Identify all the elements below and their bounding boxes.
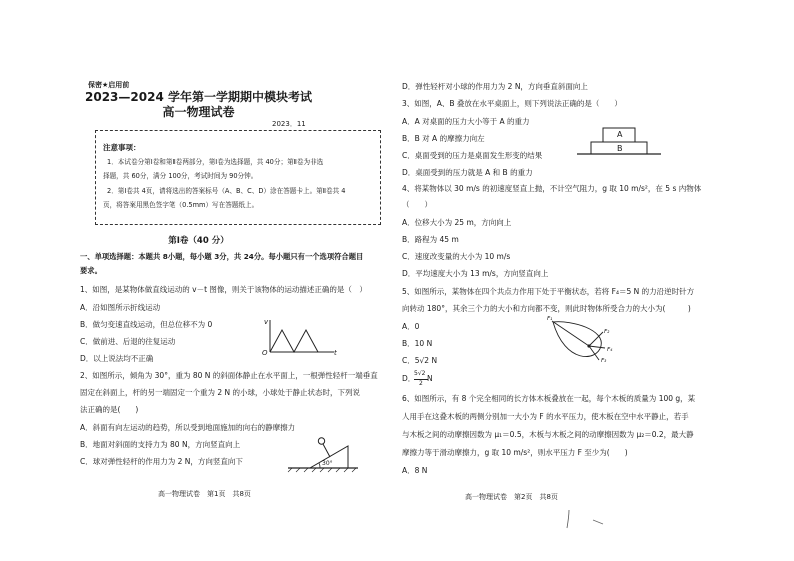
secret-label: 保密★启用前 — [88, 81, 130, 89]
question-2-option-c: C．球对弹性轻杆的作用力为 2 N，方向竖直向下 — [80, 457, 243, 466]
scan-marks — [563, 506, 613, 532]
left-page-footer: 高一物理试卷 第1页 共8页 — [158, 490, 251, 498]
notice-line: 2．第Ⅰ卷共 4页，请将选出的答案标号（A、B、C、D）涂在答题卡上。第Ⅱ卷共 4 — [107, 187, 346, 195]
force-label-f4: F₄ — [607, 347, 613, 353]
question-5-option-a: A．0 — [402, 322, 420, 331]
force-label-f1: F₁ — [547, 316, 553, 322]
question-5-option-b: B．10 N — [402, 339, 433, 348]
question-2-stem: 固定在斜面上，杆的另一端固定一个重为 2 N 的小球，小球处于静止状态时，下列说 — [80, 388, 361, 397]
question-3-stem: 3、如图，A、B 叠放在水平桌面上，则下列说法正确的是（ ） — [402, 99, 622, 108]
part-intro: 一、单项选择题：本题共 8小题，每小题 3分，共 24分。每小题只有一个选项符合题目 — [80, 252, 364, 261]
question-5-option-d-denominator: 2 — [419, 380, 423, 387]
question-1-option-d: D．以上说法均不正确 — [80, 354, 154, 363]
question-1-option-b: B．做匀变速直线运动，但总位移不为 0 — [80, 320, 213, 329]
force-diagram-figure — [543, 316, 619, 368]
block-b-label: B — [617, 144, 623, 153]
question-5-stem: 5、如图所示，某物体在四个共点力作用下处于平衡状态，若将 F₄＝5 N 的力沿逆时针方 — [402, 287, 695, 296]
question-2-option-d: D．弹性轻杆对小球的作用力为 2 N，方向垂直斜面向上 — [402, 82, 588, 91]
question-2-option-b: B．地面对斜面的支持力为 80 N，方向竖直向上 — [80, 440, 241, 449]
notice-line: 页，将答案用黑色签字笔（0.5mm）写在答题纸上。 — [103, 201, 259, 209]
exam-subtitle: 高一物理试卷 — [162, 105, 235, 119]
question-5-option-d-unit: N — [427, 374, 433, 383]
question-1-stem: 1、如图，是某物体做直线运动的 v－t 图像，则关于该物体的运动描述正确的是（ ） — [80, 285, 367, 294]
question-5-stem: 向转动 180°，其余三个力的大小和方向都不变，则此时物体所受合力的大小为( ) — [402, 304, 691, 313]
part-intro: 要求。 — [80, 266, 102, 275]
question-4-stem: 4、将某物体以 30 m/s 的初速度竖直上抛，不计空气阻力，g 取 10 m/s²，在 5 s 内物体 — [402, 184, 702, 193]
question-2-stem: 法正确的是( ) — [80, 405, 139, 414]
question-3-option-b: B．B 对 A 的摩擦力向左 — [402, 134, 485, 143]
question-1-option-c: C．做前进、后退的往复运动 — [80, 337, 176, 346]
question-3-option-a: A．A 对桌面的压力大小等于 A 的重力 — [402, 117, 530, 126]
question-4-option-b: B．路程为 45 m — [402, 235, 459, 244]
question-3-option-c: C．桌面受到的压力是桌面发生形变的结果 — [402, 151, 543, 160]
force-label-f2: F₂ — [604, 329, 610, 335]
vt-origin-label: O — [262, 349, 268, 357]
vt-graph-figure — [262, 316, 338, 360]
question-2-option-a: A．斜面有向左运动的趋势，所以受到地面施加的向右的静摩擦力 — [80, 423, 296, 432]
question-6-stem: 与木板之间的动摩擦因数为 μ₁＝0.5，木板与木板之间的动摩擦因数为 μ₂＝0.2，最大静 — [402, 430, 694, 439]
question-4-option-a: A．位移大小为 25 m，方向向上 — [402, 218, 512, 227]
question-3-option-d: D．桌面受到的压力就是 A 和 B 的重力 — [402, 168, 533, 177]
notice-line: 1．本试卷分第Ⅰ卷和第Ⅱ卷两部分，第Ⅰ卷为选择题，共 40分；第Ⅱ卷为非选 — [107, 158, 324, 166]
question-5-option-c: C．5√2 N — [402, 356, 438, 365]
question-6-stem: 6、如图所示，有 8 个完全相同的长方体木板叠放在一起，每个木板的质量为 100 g，某 — [402, 394, 696, 403]
force-label-f3: F₃ — [601, 358, 607, 364]
block-a-label: A — [617, 130, 623, 139]
question-5-option-d-prefix: D． — [402, 374, 416, 383]
question-1-option-a: A．沿如图所示折线运动 — [80, 303, 161, 312]
notice-line: 择题，共 60分，满分 100分，考试时间为 90分钟。 — [103, 172, 258, 180]
section-heading: 第Ⅰ卷（40 分） — [168, 236, 229, 246]
vt-axis-t-label: t — [334, 349, 337, 357]
question-6-stem: 人用手在这叠木板的两侧分别加一大小为 F 的水平压力，使木板在空中水平静止，若手 — [402, 412, 689, 421]
vt-axis-v-label: v — [264, 318, 269, 326]
incline-angle-label: 30° — [322, 460, 333, 467]
right-page-footer: 高一物理试卷 第2页 共8页 — [465, 493, 558, 501]
question-5-option-d-numerator: 5√2 — [414, 370, 426, 377]
question-6-stem: 摩擦力等于滑动摩擦力，g 取 10 m/s²，则水平压力 F 至少为( ) — [402, 448, 628, 457]
exam-date: 2023．11 — [272, 120, 306, 128]
exam-title: 2023—2024 学年第一学期期中模块考试 — [85, 90, 312, 104]
question-2-stem: 2、如图所示，倾角为 30°，重为 80 N 的斜面体静止在水平面上，一根弹性轻杆一端垂直 — [80, 371, 378, 380]
question-6-option-a: A．8 N — [402, 466, 428, 475]
notice-heading: 注意事项： — [103, 143, 141, 152]
question-4-option-d: D．平均速度大小为 13 m/s，方向竖直向上 — [402, 269, 549, 278]
question-4-option-c: C．速度改变量的大小为 10 m/s — [402, 252, 511, 261]
question-4-stem: （ ） — [402, 200, 432, 209]
right-page — [397, 0, 794, 561]
